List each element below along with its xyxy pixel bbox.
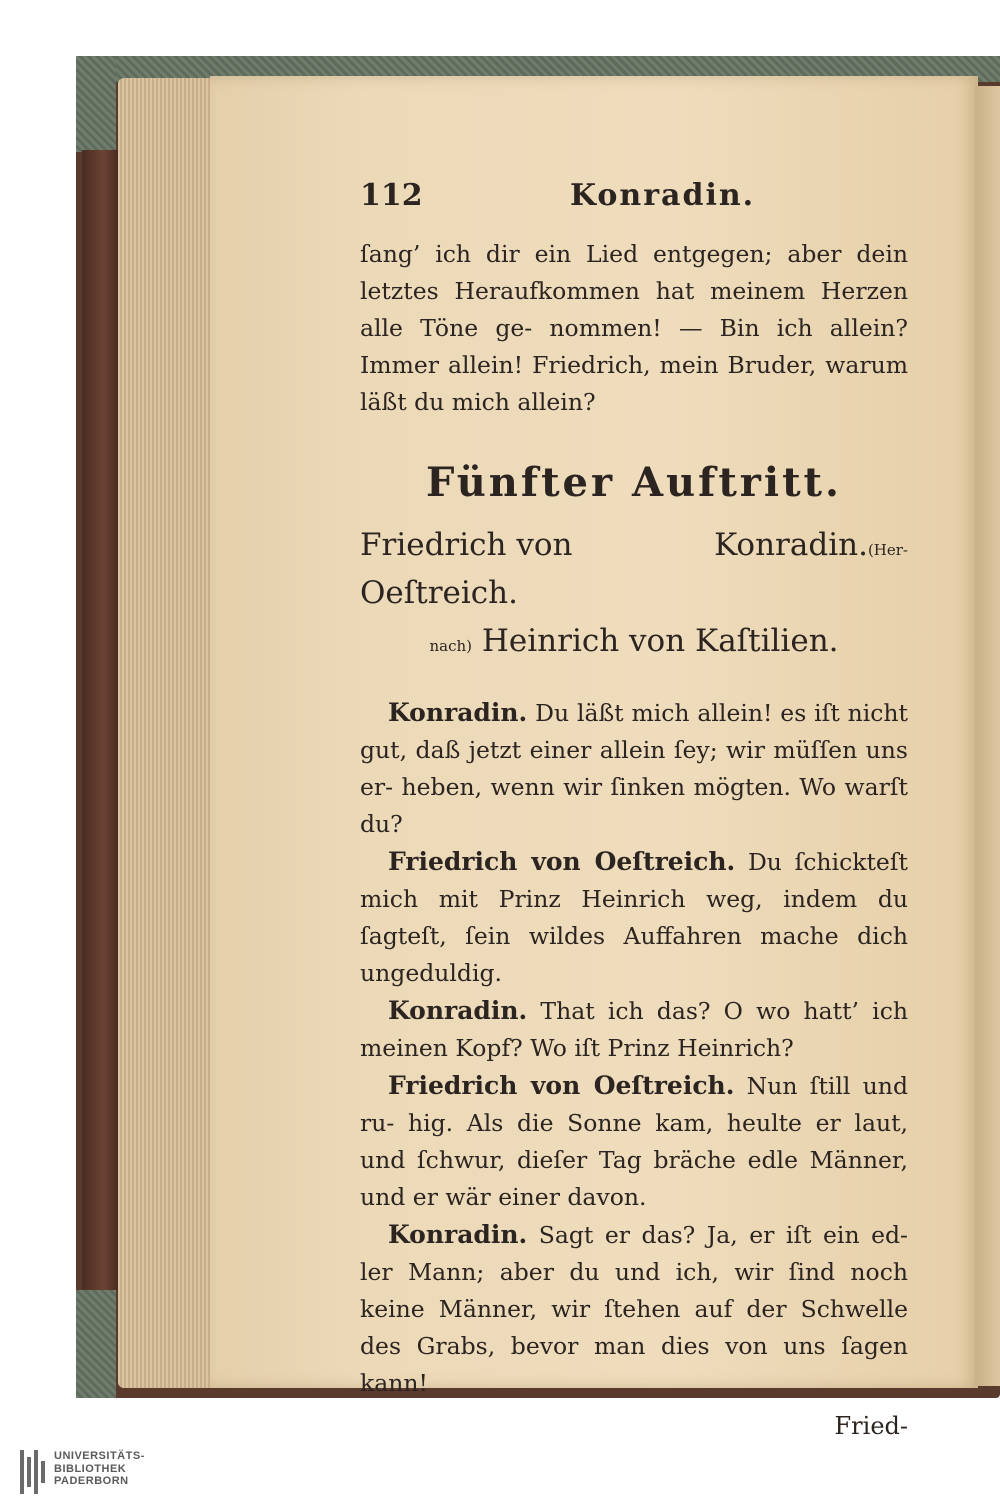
logo-line-1: UNIVERSITÄTS-	[54, 1450, 145, 1462]
speech-text: Nun ſtill und ru- hig. Als die Sonne kam, heulte er laut, und ſchwur, dieſer Tag bräche edle Männer, und er wär einer davon.	[360, 1072, 908, 1211]
cast-friedrich: Friedrich von Oeſtreich.	[360, 527, 573, 611]
page-number: 112	[360, 178, 423, 213]
page-header	[360, 178, 908, 236]
scene-title: Fünfter Auftritt.	[426, 459, 842, 506]
speaker-name: Konradin.	[388, 698, 528, 727]
library-logo-icon	[20, 1450, 44, 1494]
dialogue-entry	[360, 694, 908, 843]
speech-text: Du ſchickteſt mich mit Prinz Heinrich weg, indem du ſagteſt, ſein wildes Auffahren mache dich ungeduldig.	[360, 848, 908, 987]
speaker-name: Friedrich von Oeſtreich.	[388, 847, 736, 876]
cast-note-nach: nach)	[429, 637, 472, 655]
opening-paragraph: ſang’ ich dir ein Lied entgegen; aber dein letztes Heraufkommen hat meinem Herzen alle Töne ge- nommen! — Bin ich allein? Immer allein! Friedrich, mein Bruder, warum läßt du mich allein?	[360, 240, 908, 416]
logo-line-3: PADERBORN	[54, 1475, 129, 1487]
speech-text: That ich das? O wo hatt’ ich meinen Kopf? Wo iſt Prinz Heinrich?	[360, 997, 908, 1062]
speaker-name: Konradin.	[388, 996, 528, 1025]
dialogue-entry	[360, 992, 908, 1067]
footer-bar	[0, 1446, 1000, 1498]
leather-spine	[82, 150, 118, 1290]
catchword: Fried-	[834, 1412, 908, 1440]
facing-page-edge	[975, 86, 1000, 1386]
cast-konradin: Konradin.	[714, 527, 868, 563]
cast-note-her: (Her-	[867, 541, 908, 559]
dialogue-entry	[360, 1216, 908, 1402]
page-edges	[118, 78, 218, 1388]
page-text	[360, 178, 908, 1445]
dialogue-entry	[360, 843, 908, 992]
cast-line-2	[360, 617, 908, 670]
speaker-name: Konradin.	[388, 1220, 528, 1249]
library-logo-text	[54, 1450, 145, 1488]
cover-cloth-corner-top	[76, 56, 116, 152]
running-head: Konradin.	[570, 178, 756, 213]
dialogue-entry	[360, 1067, 908, 1216]
cast-heinrich: Heinrich von Kaſtilien.	[481, 623, 839, 659]
dialogue	[360, 694, 908, 1402]
cast-line-1	[360, 521, 908, 617]
speaker-name: Friedrich von Oeſtreich.	[388, 1071, 735, 1100]
logo-line-2: BIBLIOTHEK	[54, 1462, 127, 1475]
cover-cloth-corner-bottom	[76, 1290, 116, 1398]
speech-text: Du läßt mich allein! es iſt nicht gut, daß jetzt einer allein ſey; wir müſſen uns er- heben, wenn wir ſinken mögten. Wo warſt du?	[360, 699, 908, 838]
cast-list	[360, 521, 908, 670]
speech-text: Sagt er das? Ja, er iſt ein ed- ler Mann; aber du und ich, wir ſind noch keine Männer, wir ſtehen auf der Schwelle des Grabs, bevor man dies von uns ſagen kann!	[360, 1221, 908, 1397]
